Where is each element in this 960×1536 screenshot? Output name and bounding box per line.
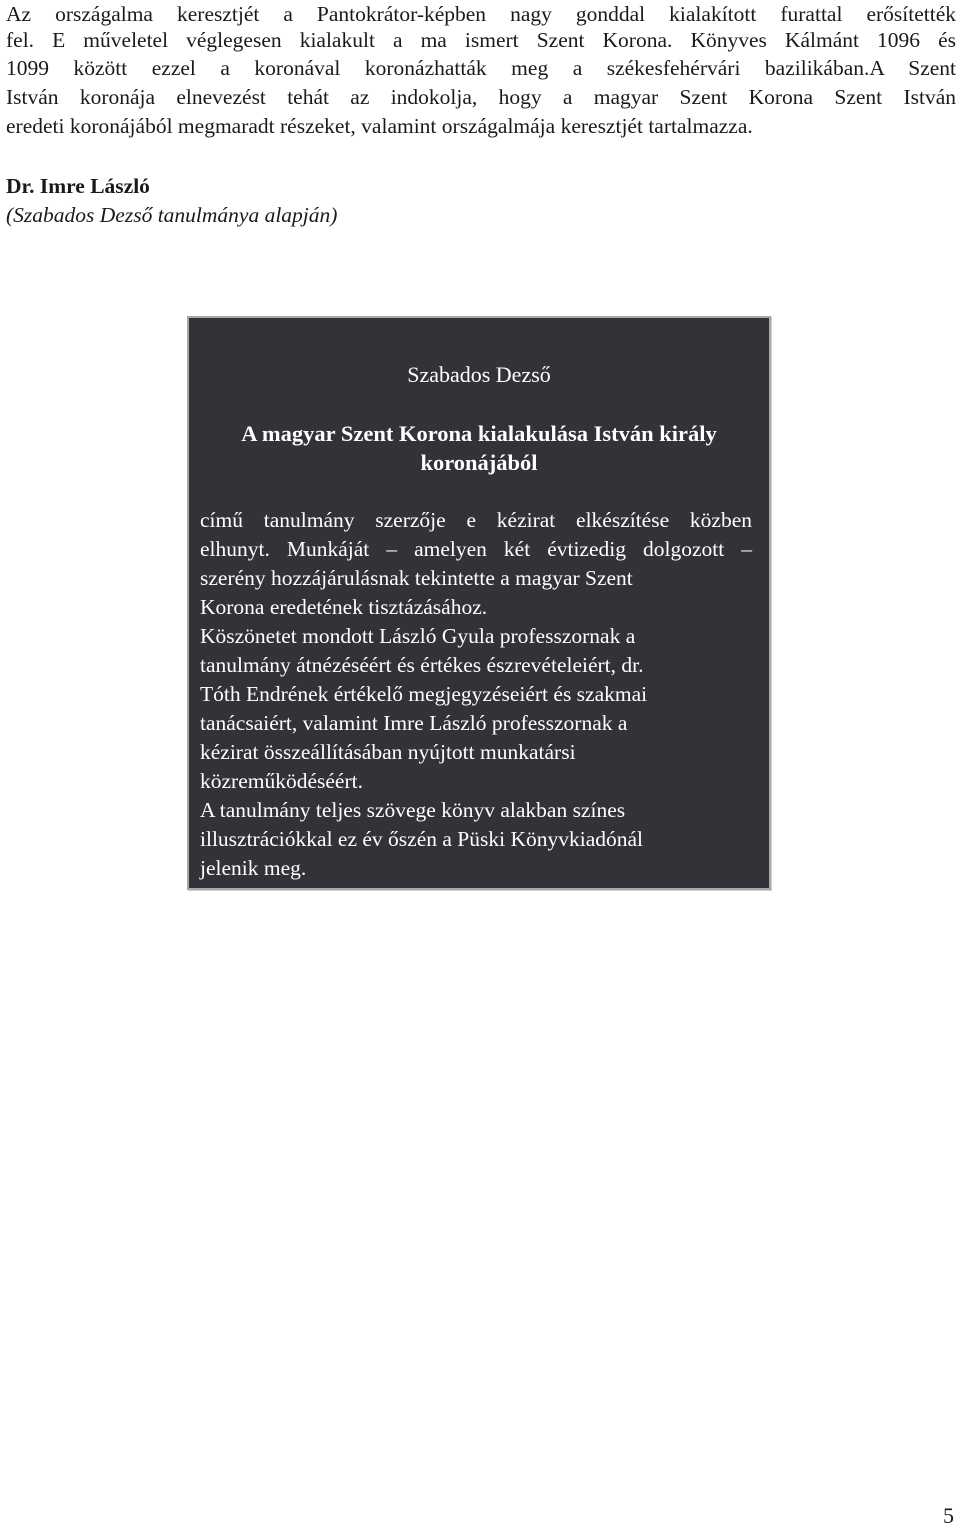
notice-body-line: tanulmány átnézéséért és értékes észrevételeiért, dr. bbox=[200, 653, 644, 677]
notice-body-line: kézirat összeállításában nyújtott munkatársi bbox=[200, 740, 576, 764]
notice-body-line: A tanulmány teljes szövege könyv alakban színes bbox=[200, 798, 626, 822]
paragraph-line: eredeti koronájából megmaradt részeket, valamint országalmája keresztjét tartalmazza. bbox=[6, 114, 753, 138]
notice-body-line: illusztrációkkal ez év őszén a Püski Könyvkiadónál bbox=[200, 827, 644, 851]
paragraph-line: 1099 között ezzel a koronával koronázhatták meg a székesfehérvári bazilikában.A Szent bbox=[6, 56, 956, 80]
notice-body-line: Köszönetet mondott László Gyula professzornak a bbox=[200, 624, 636, 648]
author-name: Dr. Imre László bbox=[6, 174, 150, 198]
source-note: (Szabados Dezső tanulmánya alapján) bbox=[6, 203, 338, 227]
notice-author: Szabados Dezső bbox=[407, 362, 551, 387]
notice-body-line: elhunyt. Munkáját – amelyen két évtizedig dolgozott – bbox=[200, 537, 752, 561]
notice-body-line: tanácsaiért, valamint Imre László professzornak a bbox=[200, 711, 628, 735]
notice-title-line: koronájából bbox=[420, 450, 538, 475]
notice-body-line: Tóth Endrének értékelő megjegyzéseiért és szakmai bbox=[200, 682, 648, 706]
notice-title bbox=[189, 419, 769, 477]
paragraph-line: Az országalma keresztjét a Pantokrátor-képben nagy gonddal kialakított furattal erősítették bbox=[6, 2, 956, 26]
notice-title-line: A magyar Szent Korona kialakulása István király bbox=[241, 421, 717, 446]
page-number: 5 bbox=[943, 1503, 954, 1528]
paragraph-line: István koronája elnevezést tehát az indokolja, hogy a magyar Szent Korona Szent István bbox=[6, 85, 956, 109]
notice-body-line: közreműködéséért. bbox=[200, 769, 363, 793]
notice-body-line: Korona eredetének tisztázásához. bbox=[200, 595, 488, 619]
memorial-notice-box bbox=[187, 316, 771, 890]
paragraph-line: fel. E műveletel véglegesen kialakult a ma ismert Szent Korona. Könyves Kálmánt 1096 és bbox=[6, 28, 956, 52]
notice-body-line: című tanulmány szerzője e kézirat elkészítése közben bbox=[200, 508, 752, 532]
notice-body-line: szerény hozzájárulásnak tekintette a magyar Szent bbox=[200, 566, 633, 590]
notice-body-line: jelenik meg. bbox=[200, 856, 307, 880]
